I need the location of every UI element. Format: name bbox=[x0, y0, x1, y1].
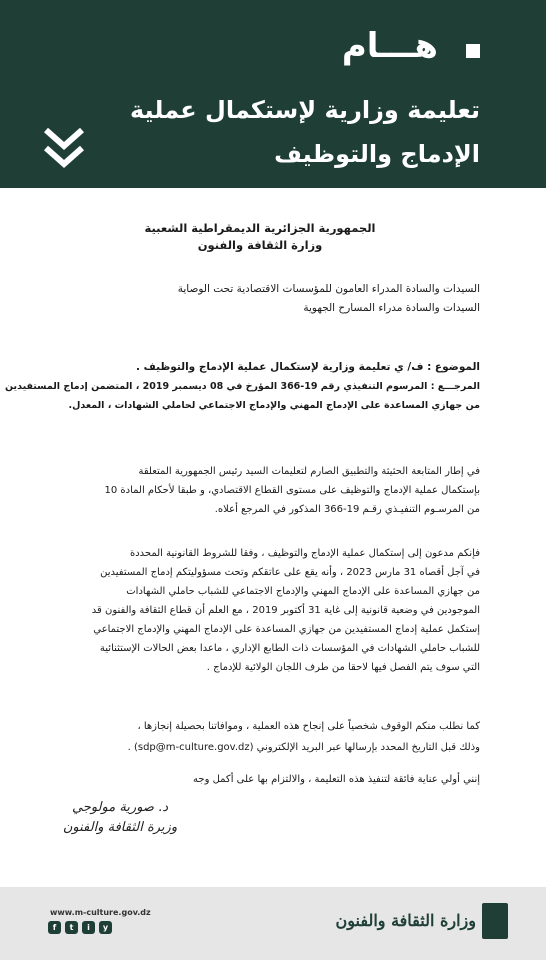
youtube-icon[interactable]: y bbox=[99, 921, 112, 934]
text-line: في آجل أقصاه 31 مارس 2023 ، وأنه يقع على عاتقكم وتحت مسؤوليتكم إدماج المستفيدين bbox=[100, 567, 480, 578]
double-chevron-down-icon bbox=[42, 124, 86, 170]
signature-block bbox=[50, 798, 190, 838]
banner-title: تعليمة وزارية لإستكمال عملية الإدماج والتوظيف bbox=[130, 96, 480, 168]
text-line: من جهازي المساعدة على الإدماج المهني والإدماج الاجتماعي للشباب حاملي الشهادات bbox=[126, 586, 480, 597]
recipients bbox=[66, 280, 480, 318]
signatory-title: وزيرة الثقافة والفنون bbox=[62, 820, 178, 835]
signatory-name: د. صورية مولوجي bbox=[71, 800, 169, 815]
square-bullet-icon bbox=[466, 44, 480, 58]
text-line: فإنكم مدعون إلى إستكمال عملية الإدماج والتوظيف ، وفقا للشروط القانونية المحددة bbox=[129, 548, 480, 559]
text-line: للشباب حاملي الشهادات في المؤسسات ذات الطابع الإداري ، ماعدا بعض الحالات الإستثنائية bbox=[99, 643, 480, 654]
paragraph-instructions bbox=[66, 544, 480, 677]
text-line: الموجودين في وضعية قانونية إلى غاية 31 أكتوبر 2019 ، مع العلم أن قطاع الثقافة والفنون قد bbox=[91, 605, 480, 616]
reference-line: المرجـــع : المرسوم التنفيذي رقم 19-366 المؤرخ في 08 ديسمبر 2019 ، المتضمن إدماج المستفيدين bbox=[4, 381, 480, 392]
recipient-line: السيدات والسادة المدراء العامون للمؤسسات الاقتصادية تحت الوصاية bbox=[177, 283, 480, 295]
text-line: من المرسـوم التنفيـذي رقـم 19-366 المذكور في المرجع أعلاه. bbox=[214, 504, 480, 515]
ministry-emblem-icon bbox=[482, 903, 508, 939]
paragraph-intro bbox=[66, 462, 480, 519]
website-url[interactable]: www.m-culture.gov.dz bbox=[50, 908, 151, 917]
instagram-icon[interactable]: i bbox=[82, 921, 95, 934]
facebook-icon[interactable]: f bbox=[48, 921, 61, 934]
ministry-logo-text: وزارة الثقافة والفنون bbox=[335, 911, 476, 930]
banner-important-label: هـــام bbox=[341, 26, 438, 66]
text-line: في إطار المتابعة الحثيثة والتطبيق الصارم لتعليمات السيد رئيس الجمهورية المتعلقة bbox=[138, 466, 480, 477]
social-links bbox=[48, 921, 112, 934]
subject-block bbox=[4, 358, 480, 415]
republic-name: الجمهورية الجزائرية الديمقراطية الشعبية bbox=[144, 221, 376, 235]
subject-line: الموضوع : ف/ ي تعليمة وزارية لإستكمال عملية الإدماج والتوظيف . bbox=[135, 361, 480, 373]
text-line: وذلك قبل التاريخ المحدد بإرسالها عبر البريد الإلكتروني (sdp@m-culture.gov.dz) . bbox=[127, 742, 480, 753]
text-line: إستكمل عملية إدماج المستفيدين من جهازي المساعدة على الإدماج المهني والإدماج الاجتماعي bbox=[93, 624, 480, 635]
twitter-icon[interactable]: t bbox=[65, 921, 78, 934]
announcement-banner bbox=[0, 0, 546, 188]
letterhead bbox=[120, 220, 400, 254]
paragraph-request bbox=[66, 716, 480, 758]
recipient-line: السيدات والسادة مدراء المسارح الجهوية bbox=[303, 302, 480, 314]
text-line: بإستكمال عملية الإدماج والتوظيف على مستوى القطاع الاقتصادي، و طبقا لأحكام المادة 10 bbox=[104, 485, 480, 496]
reference-line: من جهازي المساعدة على الإدماج المهني والإدماج الاجتماعي لحاملي الشهادات ، المعدل. bbox=[68, 400, 480, 411]
ministry-name: وزارة الثقافة والفنون bbox=[197, 238, 323, 252]
footer bbox=[0, 887, 546, 960]
closing-line: إنني أولي عناية فائقة لتنفيذ هذه التعليمة ، والالتزام بها على أكمل وجه bbox=[193, 774, 480, 785]
text-line: كما نطلب منكم الوقوف شخصياً على إنجاح هذه العملية ، وموافاتنا بحصيلة إنجازها ، bbox=[137, 721, 480, 732]
text-line: التي سوف يتم الفصل فيها لاحقا من طرف اللجان الولائية للإدماج . bbox=[206, 662, 480, 673]
